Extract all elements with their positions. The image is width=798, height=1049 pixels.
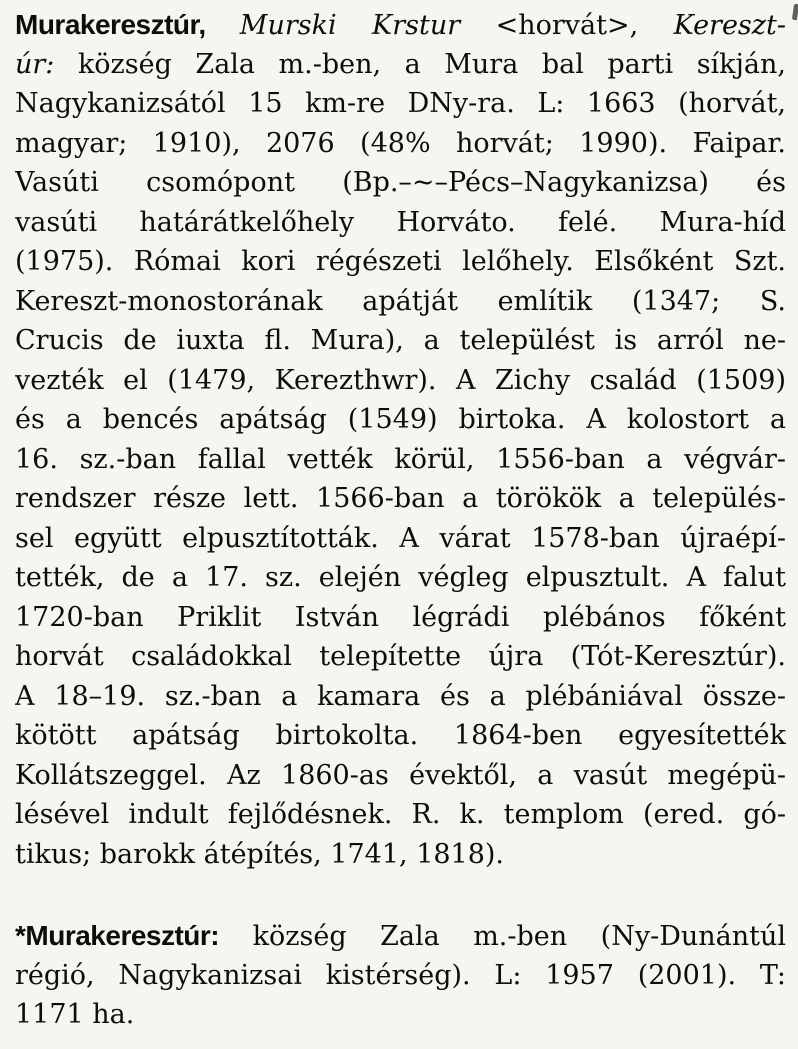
entry-line: vasúti határátkelőhely Horváto. felé. Mura-híd (15, 206, 786, 238)
entry-line: kötött apátság birtokolta. 1864-ben egyesítették (15, 720, 786, 751)
alt-name-italic-part2: úr: (15, 48, 55, 80)
entry-line (15, 45, 786, 85)
entry-line: régió, Nagykanizsai kistérség). L: 1957 (2001). T: (15, 959, 786, 991)
entry-line: lésével indult fejlődésnek. R. k. templom (ered. gó- (15, 799, 786, 830)
entry-line (15, 5, 786, 45)
entry-line: rendszer része lett. 1566-ban a törökök a település- (15, 483, 786, 514)
croatian-name-italic: Murski Krstur (239, 10, 461, 41)
entry-line: és a bencés apátság (1549) birtoka. A kolostort a (15, 404, 786, 435)
entry-line: Kereszt-monostorának apátját említik (1347; S. (15, 285, 786, 317)
entry-line: A 18–19. sz.-ban a kamara és a plébániával össze- (15, 680, 786, 712)
entry-line: vezték el (1479, Kerezthwr). A Zichy család (1509) (15, 364, 786, 396)
language-note: <horvát>, (460, 10, 674, 41)
entry-line: magyar; 1910), 2076 (48% horvát; 1990). Faipar. (15, 127, 786, 159)
headword: Murakeresztúr, (15, 9, 240, 40)
entry-line: tikus; barokk átépítés, 1741, 1818). (15, 838, 505, 870)
entry-line: 16. sz.-ban fallal vették körül, 1556-ban a végvár- (15, 443, 786, 475)
alt-name-italic-part1: Kereszt- (673, 10, 786, 41)
entry-line: Crucis de iuxta fl. Mura), a települést is arról ne- (15, 325, 786, 356)
dictionary-entry-secondary (15, 916, 786, 1035)
entry-line: horvát családokkal telepítette újra (Tót-Keresztúr). (15, 641, 786, 672)
scan-edge-artifact (792, 4, 798, 21)
entry-line: 1171 ha. (15, 999, 135, 1030)
entry-line: 1720-ban Priklit István légrádi plébános főként (15, 601, 786, 633)
entry-line: Nagykanizsától 15 km-re DNy-ra. L: 1663 (horvát, (15, 88, 786, 119)
entry-line: sel együtt elpusztították. A várat 1578-ban újraépí- (15, 522, 786, 554)
body-text: község Zala m.-ben (Ny-Dunántúl (219, 921, 786, 952)
entry-line (15, 916, 786, 956)
entry-line: tették, de a 17. sz. elején végleg elpusztult. A falut (15, 562, 786, 593)
entry-line: (1975). Római kori régészeti lelőhely. Elsőként Szt. (15, 246, 786, 277)
headword-secondary: *Murakeresztúr: (15, 920, 220, 951)
dictionary-entry-main (15, 5, 786, 874)
entry-line: Kollátszeggel. Az 1860-as évektől, a vasút megépü- (15, 759, 786, 791)
body-text: község Zala m.-ben, a Mura bal parti síkján, (54, 48, 786, 80)
entry-line: Vasúti csomópont (Bp.–~–Pécs–Nagykanizsa) és (15, 167, 786, 198)
